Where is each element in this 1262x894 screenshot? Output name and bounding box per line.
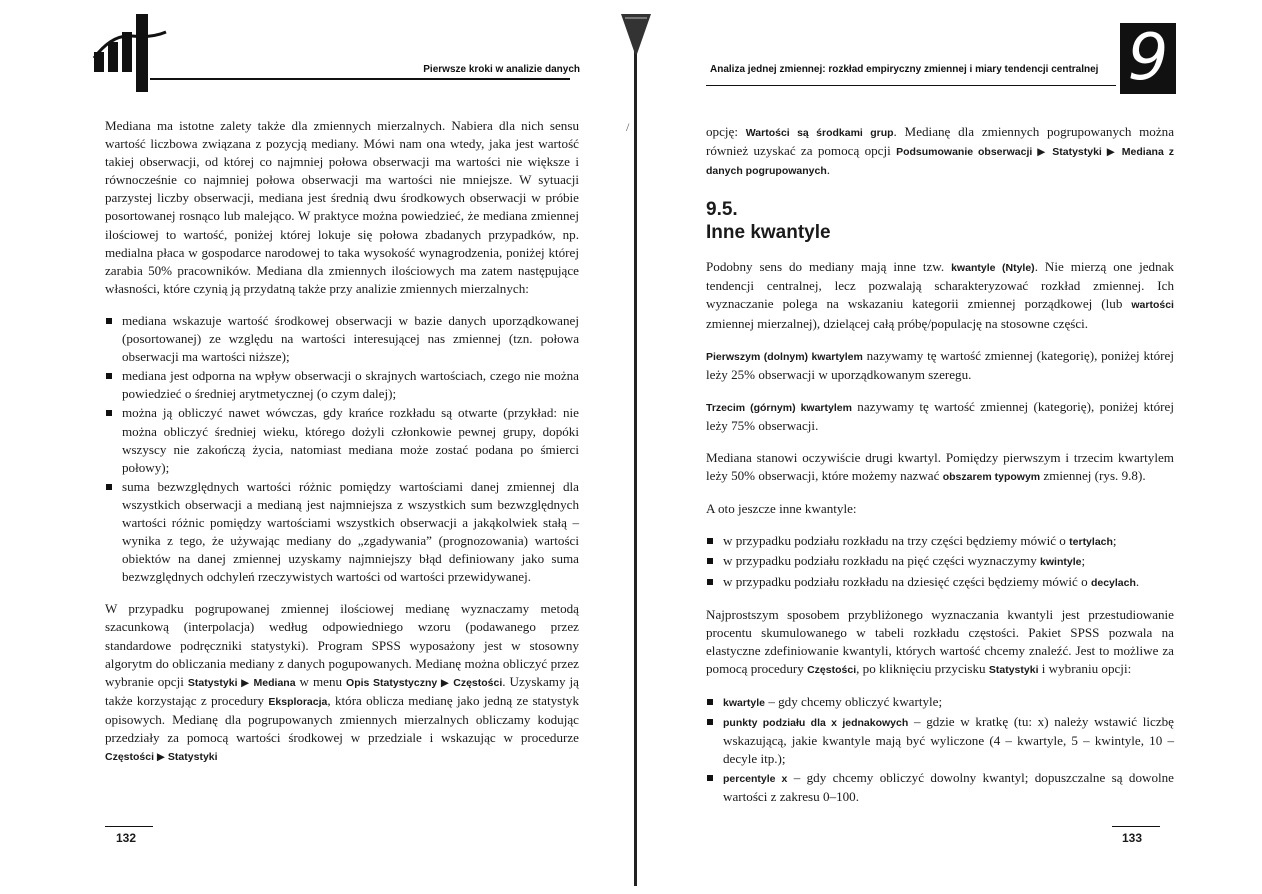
- bullet-icon: [707, 538, 713, 544]
- left-page: [0, 0, 630, 894]
- page-number: 132: [116, 831, 137, 845]
- section-number: 9.5.: [706, 199, 738, 221]
- median-properties-list: [105, 312, 579, 586]
- right-body: [706, 123, 1174, 821]
- left-body: [105, 117, 579, 780]
- chapter-number: 9: [1120, 23, 1176, 94]
- bullet-icon: [707, 719, 713, 725]
- bullet-icon: [707, 579, 713, 585]
- paragraph: opcję: Wartości są środkami grup. Medianę dla zmiennych pogrupowanych można również uzyskać za pomocą opcji Podsumowanie obserwacji ▶ Statystyki ▶ Mediana z danych pogrupowanych.: [706, 124, 1175, 178]
- bullet-icon: [106, 410, 112, 416]
- bullet-icon: [707, 699, 713, 705]
- menu-path: Eksploracja: [268, 695, 328, 708]
- margin-mark: /: [626, 120, 630, 134]
- book-logo-icon: [92, 14, 168, 92]
- term: obszarem typowym: [942, 471, 1041, 484]
- term: Statystyki: [988, 663, 1039, 676]
- term: wartości: [1131, 299, 1174, 312]
- section-title: Inne kwantyle: [706, 222, 831, 244]
- list-item: kwartyle – gdy chcemy obliczyć kwartyle;: [706, 693, 1174, 712]
- paragraph: Trzecim (górnym) kwartylem nazywamy tę wartość zmiennej (kategorię), poniżej której leży 75% obserwacji.: [706, 398, 1174, 433]
- term: Pierwszym (dolnym) kwartylem: [706, 350, 863, 363]
- bullet-icon: [106, 484, 112, 490]
- list-item: mediana jest odporna na wpływ obserwacji o skrajnych wartościach, czego nie można powiedzieć o średniej arytmetycznej (o czym dalej);: [105, 367, 579, 403]
- paragraph: W przypadku pogrupowanej zmiennej ilościowej medianę wyznaczamy metodą szacunkową (interpolacja) według odpowiedniego wzoru (podawanego przez standardowe podręczniki statystyki). Program SPSS wyposażony jest w stosowny algorytm do obliczania mediany z danych pogupowanych. Medianę można obliczyć przez wybranie opcji Statystyki ▶ Mediana w menu Opis Statystyczny ▶ Częstości. Uzyskamy ją także korzystając z procedury Eksploracja, która oblicza medianę jako jedną ze statystyk opisowych. Medianę dla pogrupowanych zmiennych mierzalnych obliczamy kodując przedziały za pomocą wartości środkowej w przedziale i wskazując w procedurze Częstości ▶ Statystyki: [105, 601, 580, 764]
- menu-path: Statystyki ▶ Mediana: [187, 676, 296, 689]
- menu-path: Częstości ▶ Statystyki: [105, 751, 218, 764]
- menu-path: Opis Statystyczny ▶ Częstości: [346, 676, 503, 689]
- list-item: suma bezwzględnych wartości różnic pomiędzy wartościami danej zmiennej dla wszystkich obserwacji a medianą jest najmniejsza z wszystkich sum bezwzględnych wartości różnic pomiędzy wartościami wszystkich obserwacji a jakąkolwiek stałą – wynika z tego, że używając mediany do „zgadywania” (prognozowania) wartości obiektów na danej zmiennej uzyskamy najmniejszy błąd definiowany jako suma bezwzględnych odchyleń rzeczywistych wartości od wartości przewidywanej.: [105, 478, 579, 587]
- paragraph: Pierwszym (dolnym) kwartylem nazywamy tę wartość zmiennej (kategorię), poniżej której leży 25% obserwacji w uporządkowanym szeregu.: [706, 347, 1174, 382]
- header-rule: [150, 78, 570, 80]
- bullet-icon: [106, 373, 112, 379]
- paragraph: Podobny sens do mediany mają inne tzw. kwantyle (Ntyle). Nie mierzą one jednak tendencji centralnej, lecz pozwalają scharakteryzować rozkład zmiennej. Ich wyznaczanie polega na wskazaniu kategorii zmiennej porządkowej (lub wartości zmiennej mierzalnej), dzielącej całą próbę/populację na stosowne części.: [706, 259, 1174, 331]
- options-list: [706, 693, 1174, 807]
- running-header: Analiza jednej zmiennej: rozkład empiryczny zmiennej i miary tendencji centralnej: [710, 64, 1099, 75]
- list-item: w przypadku podziału rozkładu na trzy części będziemy mówić o tertylach;: [706, 532, 1174, 551]
- page-number-rule: [1112, 826, 1160, 827]
- list-item: w przypadku podziału rozkładu na pięć części wyznaczymy kwintyle;: [706, 552, 1174, 571]
- list-item: można ją obliczyć nawet wówczas, gdy krańce rozkładu są otwarte (przykład: nie można obliczyć średniej wieku, którego dożyli członkowie pewnej grupy, dopóki wszyscy nie zakończą życia, natomiast mediana może zostać podana po śmierci połowy);: [105, 404, 579, 476]
- page-number: 133: [1122, 831, 1143, 845]
- term: kwantyle (Ntyle): [951, 262, 1035, 275]
- running-header: Pierwsze kroki w analizie danych: [423, 64, 580, 75]
- list-item: w przypadku podziału rozkładu na dziesięć części będziemy mówić o decylach.: [706, 573, 1174, 592]
- right-page: [632, 0, 1262, 894]
- menu-path: Podsumowanie obserwacji ▶ Statystyki ▶ Mediana z danych pogrupowanych: [706, 146, 1174, 178]
- term: Częstości: [807, 663, 857, 676]
- section-heading: [706, 198, 1174, 244]
- paragraph: Mediana stanowi oczywiście drugi kwartyl. Pomiędzy pierwszym i trzecim kwartylem leży 50% obserwacji, które możemy nazwać obszarem typowym zmiennej (rys. 9.8).: [706, 450, 1174, 484]
- paragraph: Najprostszym sposobem przybliżonego wyznaczania kwantyli jest przestudiowanie procentu skumulowanego w tabeli rozkładu częstości. Pakiet SPSS pozwala na elastyczne zdefiniowanie kwantyli, których wartość chcemy znaleźć. Jest to możliwe za pomocą procedury Częstości, po kliknięciu przycisku Statystyki i wybraniu opcji:: [706, 606, 1174, 676]
- quantiles-list: [706, 532, 1174, 591]
- list-item: percentyle x – gdy chcemy obliczyć dowolny kwantyl; dopuszczalne są dowolne wartości z zakresu 0–100.: [706, 769, 1174, 806]
- term: Trzecim (górnym) kwartylem: [706, 401, 852, 414]
- bullet-icon: [707, 775, 713, 781]
- page-number-rule: [105, 826, 153, 827]
- header-rule: [706, 85, 1116, 86]
- bullet-icon: [106, 318, 112, 324]
- menu-path: Wartości są środkami grup: [745, 127, 894, 139]
- list-item: mediana wskazuje wartość środkowej obserwacji w bazie danych uporządkowanej (posortowanej) ze względu na wartości interesującej nas zmiennej (tzn. połowa obserwacji ma wartości niższe);: [105, 312, 579, 366]
- bullet-icon: [707, 558, 713, 564]
- paragraph: Mediana ma istotne zalety także dla zmiennych mierzalnych. Nabiera dla nich sensu wartość liczbowa związana z pozycją mediany. Mówi nam ona wtedy, jaka jest wartość takiej obserwacji, od której co najmniej połowa obserwacji ma wartości nie większe i równocześnie co najmniej połowa obserwacji ma wartości nie mniejsze. W sytuacji parzystej liczby obserwacji, mediana jest średnią dwu środkowych obserwacji w próbie posortowanej rosnąco lub malejąco. W praktyce można powiedzieć, że mediana zmiennej ilościowej to wartość, poniżej której lokuje się połowa zbadanych przypadków, np. medialna płaca w gospodarce narodowej to taka wysokość wynagrodzenia, poniżej której zarabia 50% pracowników. Mediana dla zmiennych ilościowych ma zatem następujące własności, które czynią ją przydatną także przy analizie zmiennych mierzalnych:: [105, 118, 579, 296]
- paragraph: A oto jeszcze inne kwantyle:: [706, 501, 857, 517]
- list-item: punkty podziału dla x jednakowych – gdzie w kratkę (tu: x) należy wstawić liczbę wskazującą, jakie kwantyle mają być wyliczone (4 – kwartyle, 5 – kwintyle, 10 – decyle itp.);: [706, 713, 1174, 768]
